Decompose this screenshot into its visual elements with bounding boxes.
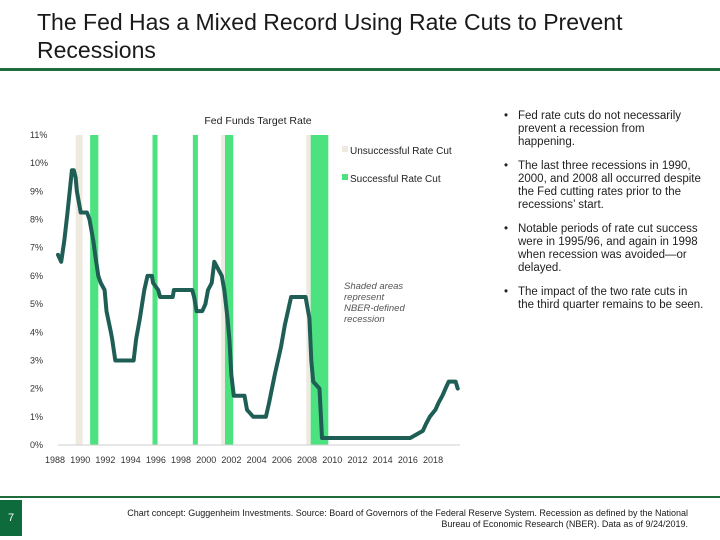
chart-title: Fed Funds Target Rate — [204, 115, 312, 127]
y-tick-label: 7% — [30, 242, 44, 253]
x-tick-label: 2010 — [322, 455, 343, 465]
bullet-item — [504, 160, 704, 212]
legend — [342, 146, 452, 185]
x-tick-label: 2018 — [423, 455, 444, 465]
annotation-line: recession — [344, 314, 385, 325]
successful-cut-band — [90, 135, 98, 445]
bullet-text: Notable periods of rate cut success were in 1995/96, and again in 1998 when recession was avoided—or delayed. — [518, 223, 698, 274]
x-tick-label: 2000 — [196, 455, 217, 465]
legend-swatch-successful — [342, 174, 348, 180]
x-tick-label: 2014 — [372, 455, 393, 465]
x-tick-label: 2012 — [347, 455, 368, 465]
x-tick-label: 1992 — [95, 455, 116, 465]
annotation-line: Shaded areas — [344, 281, 404, 292]
slide-title: The Fed Has a Mixed Record Using Rate Cuts to Prevent Recessions — [37, 9, 623, 63]
x-tick-label: 2008 — [297, 455, 318, 465]
x-tick-label: 1994 — [120, 455, 141, 465]
y-tick-label: 2% — [30, 383, 44, 394]
y-tick-label: 11% — [30, 130, 48, 140]
y-tick-label: 3% — [30, 355, 44, 366]
y-tick-label: 0% — [30, 440, 44, 450]
recession-annotation — [344, 281, 405, 325]
x-tick-label: 1990 — [70, 455, 91, 465]
chart-svg — [0, 100, 490, 480]
x-tick-label: 2016 — [397, 455, 418, 465]
y-tick-label: 6% — [30, 270, 44, 281]
bullet-item — [504, 110, 704, 149]
x-tick-label: 2004 — [246, 455, 267, 465]
y-tick-label: 8% — [30, 214, 44, 225]
x-tick-label: 1998 — [171, 455, 192, 465]
legend-swatch-unsuccessful — [342, 146, 348, 152]
unsuccessful-cut-band — [306, 135, 310, 445]
y-tick-label: 1% — [30, 411, 44, 422]
y-tick-label: 5% — [30, 299, 44, 310]
key-points-list — [504, 110, 704, 323]
legend-label-unsuccessful: Unsuccessful Rate Cut — [350, 146, 452, 157]
annotation-line: NBER-defined — [344, 303, 405, 314]
x-tick-label: 1996 — [145, 455, 166, 465]
title-divider — [0, 68, 720, 71]
bullet-item — [504, 286, 704, 312]
legend-label-successful: Successful Rate Cut — [350, 174, 441, 185]
bullet-icon: • — [504, 110, 509, 122]
bullet-item — [504, 223, 704, 275]
bullet-icon: • — [504, 160, 509, 172]
bullet-text: The last three recessions in 1990, 2000, and 2008 all occurred despite the Fed cutting rates prior to the recessions’ start. — [518, 160, 701, 211]
fed-funds-chart — [0, 100, 490, 480]
footer-divider — [0, 496, 720, 498]
bullet-text: The impact of the two rate cuts in the third quarter remains to be seen. — [518, 286, 704, 311]
source-footnote: Chart concept: Guggenheim Investments. Source: Board of Governors of the Federal Reserve System. Recession as defined by the National Bureau of Economic Research (NBER). Data as of 9/24/2019. — [127, 508, 688, 529]
shaded-periods — [76, 135, 329, 445]
x-axis-ticks — [45, 455, 443, 465]
y-axis-ticks — [30, 130, 48, 450]
y-tick-label: 10% — [30, 158, 49, 169]
y-tick-label: 9% — [30, 186, 44, 197]
bullet-text: Fed rate cuts do not necessarily prevent a recession from happening. — [518, 110, 681, 148]
x-tick-label: 2002 — [221, 455, 242, 465]
annotation-line: represent — [344, 292, 385, 303]
bullet-icon: • — [504, 286, 509, 298]
x-tick-label: 1988 — [45, 455, 66, 465]
x-tick-label: 2006 — [271, 455, 292, 465]
y-tick-label: 4% — [30, 327, 44, 338]
bullet-icon: • — [504, 223, 509, 235]
page-number-badge: 7 — [0, 500, 22, 536]
